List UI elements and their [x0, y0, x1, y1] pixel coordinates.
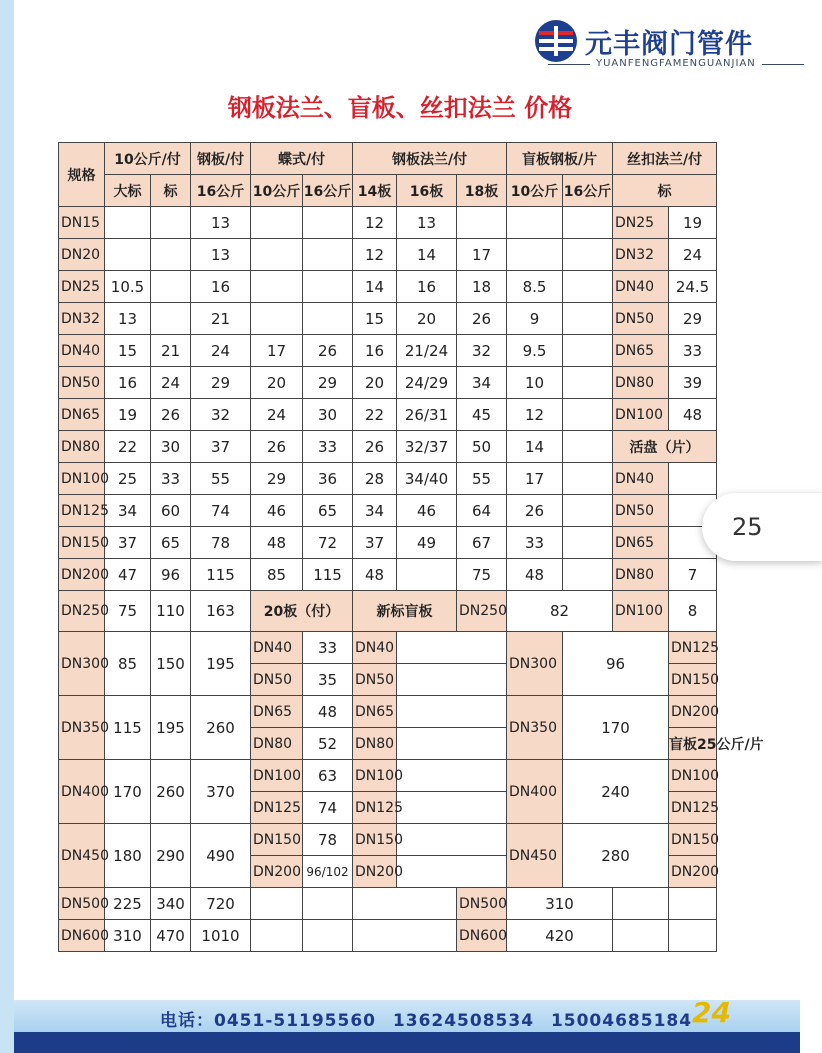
footer-phones: 电话：0451-51195560 13624508534 15004685184 [160, 1011, 693, 1031]
spec-cell: DN25 [613, 207, 669, 239]
table-cell: 74 [303, 792, 353, 824]
table-cell [563, 271, 613, 303]
table-cell [397, 632, 507, 664]
spec-cell: DN100 [59, 463, 105, 495]
table-cell: 48 [251, 527, 303, 559]
header-group: 盲板钢板/片 [507, 143, 613, 175]
table-cell: 37 [105, 527, 151, 559]
table-cell: 33 [507, 527, 563, 559]
table-cell [151, 239, 191, 271]
section-header: 活盘（片） [613, 431, 717, 463]
table-cell: 50 [457, 431, 507, 463]
table-cell: 225 [105, 888, 151, 920]
header-sub: 16公斤 [303, 175, 353, 207]
table-cell: 24.5 [669, 271, 717, 303]
company-logo-icon [533, 18, 579, 64]
spec-cell: DN200 [251, 856, 303, 888]
table-cell: 170 [563, 696, 669, 760]
spec-cell: DN200 [353, 856, 397, 888]
spec-cell: DN25 [59, 271, 105, 303]
table-cell [251, 271, 303, 303]
spec-cell: DN80 [353, 728, 397, 760]
header-sub: 大标 [105, 175, 151, 207]
table-row [59, 303, 717, 335]
table-cell [303, 207, 353, 239]
table-cell: 36 [303, 463, 353, 495]
table-row [59, 335, 717, 367]
table-cell [353, 920, 457, 952]
table-cell: 26 [151, 399, 191, 431]
table-cell: 20 [353, 367, 397, 399]
table-cell [669, 920, 717, 952]
table-cell: 85 [251, 559, 303, 591]
table-row [59, 824, 717, 856]
table-cell: 35 [303, 664, 353, 696]
table-cell: 78 [303, 824, 353, 856]
spec-cell: DN150 [251, 824, 303, 856]
table-row [59, 207, 717, 239]
section-header: 20板（付） [251, 591, 353, 632]
table-cell: 48 [353, 559, 397, 591]
spec-cell: DN50 [59, 367, 105, 399]
table-row [59, 760, 717, 792]
table-cell: 26 [353, 431, 397, 463]
table-cell: 310 [105, 920, 151, 952]
header-sub: 标 [613, 175, 717, 207]
table-cell: 17 [507, 463, 563, 495]
table-cell: 75 [105, 591, 151, 632]
table-cell: 115 [105, 696, 151, 760]
table-cell: 10.5 [105, 271, 151, 303]
table-cell: 22 [353, 399, 397, 431]
table-cell: 470 [151, 920, 191, 952]
spec-cell: DN40 [59, 335, 105, 367]
spec-cell: DN50 [613, 303, 669, 335]
table-cell: 14 [353, 271, 397, 303]
table-cell [251, 920, 303, 952]
table-cell: 10 [507, 367, 563, 399]
table-cell: 20 [251, 367, 303, 399]
table-cell: 490 [191, 824, 251, 888]
table-cell: 82 [507, 591, 613, 632]
table-cell: 310 [507, 888, 613, 920]
table-cell [613, 888, 669, 920]
table-cell: 33 [303, 431, 353, 463]
table-cell: 24/29 [397, 367, 457, 399]
table-cell: 28 [353, 463, 397, 495]
table-cell: 115 [303, 559, 353, 591]
spec-cell: DN32 [59, 303, 105, 335]
section-header: 盲板25公斤/片 [669, 728, 717, 760]
table-row [59, 888, 717, 920]
table-cell [669, 888, 717, 920]
bottom-strip [14, 1032, 800, 1053]
spec-cell: DN15 [59, 207, 105, 239]
table-cell: 280 [563, 824, 669, 888]
table-row [59, 591, 717, 632]
table-cell: 74 [191, 495, 251, 527]
page-number: 24 [692, 996, 731, 1029]
table-cell: 24 [669, 239, 717, 271]
table-cell: 47 [105, 559, 151, 591]
spec-cell: DN200 [669, 696, 717, 728]
table-cell [613, 920, 669, 952]
spec-cell: DN80 [613, 367, 669, 399]
header-row [59, 143, 717, 175]
table-cell: 115 [191, 559, 251, 591]
table-cell: 13 [191, 207, 251, 239]
spec-cell: DN40 [613, 463, 669, 495]
table-cell: 260 [151, 760, 191, 824]
table-cell [563, 335, 613, 367]
spec-cell: DN125 [669, 792, 717, 824]
table-cell [251, 888, 303, 920]
spec-cell: DN150 [669, 824, 717, 856]
table-cell: 32 [457, 335, 507, 367]
table-row [59, 399, 717, 431]
spec-cell: DN65 [613, 527, 669, 559]
table-cell [251, 303, 303, 335]
brand-subtitle: YUANFENGFAMENGUANJIAN [596, 58, 756, 69]
table-cell: 420 [507, 920, 613, 952]
header-sub: 16公斤 [191, 175, 251, 207]
table-cell [303, 888, 353, 920]
table-cell: 19 [105, 399, 151, 431]
table-cell: 39 [669, 367, 717, 399]
header-sub: 16公斤 [563, 175, 613, 207]
table-cell: 96 [563, 632, 669, 696]
spec-cell: DN350 [507, 696, 563, 760]
table-cell: 21 [191, 303, 251, 335]
table-cell: 7 [669, 559, 717, 591]
table-cell: 21 [151, 335, 191, 367]
spec-cell: DN450 [507, 824, 563, 888]
table-cell [563, 303, 613, 335]
table-cell [563, 431, 613, 463]
spec-cell: DN80 [613, 559, 669, 591]
table-cell: 17 [457, 239, 507, 271]
table-cell: 16 [397, 271, 457, 303]
table-cell [303, 920, 353, 952]
spec-cell: DN150 [59, 527, 105, 559]
table-cell: 15 [105, 335, 151, 367]
spec-cell: DN300 [507, 632, 563, 696]
table-cell [397, 792, 507, 824]
spec-cell: DN20 [59, 239, 105, 271]
table-cell: 170 [105, 760, 151, 824]
table-cell [457, 207, 507, 239]
table-cell: 9 [507, 303, 563, 335]
spec-cell: DN250 [59, 591, 105, 632]
table-cell: 45 [457, 399, 507, 431]
table-cell: 370 [191, 760, 251, 824]
price-table [58, 142, 764, 952]
table-cell: 32/37 [397, 431, 457, 463]
spec-cell: DN50 [353, 664, 397, 696]
header-sub: 14板 [353, 175, 397, 207]
table-cell [669, 463, 717, 495]
spec-cell: DN65 [613, 335, 669, 367]
spec-cell: DN450 [59, 824, 105, 888]
table-cell [151, 271, 191, 303]
table-cell: 22 [105, 431, 151, 463]
section-header: 新标盲板 [353, 591, 457, 632]
table-row [59, 239, 717, 271]
table-cell: 67 [457, 527, 507, 559]
table-cell: 29 [251, 463, 303, 495]
table-cell: 33 [669, 335, 717, 367]
table-cell: 1010 [191, 920, 251, 952]
table-cell: 34 [457, 367, 507, 399]
table-row [59, 632, 717, 664]
table-cell [303, 303, 353, 335]
table-cell: 37 [353, 527, 397, 559]
table-cell: 14 [507, 431, 563, 463]
spec-cell: DN40 [353, 632, 397, 664]
table-cell: 14 [397, 239, 457, 271]
table-cell: 33 [303, 632, 353, 664]
table-cell: 60 [151, 495, 191, 527]
page-title: 钢板法兰、盲板、丝扣法兰 价格 [227, 94, 573, 122]
table-cell: 46 [397, 495, 457, 527]
table-row [59, 527, 717, 559]
table-cell: 9.5 [507, 335, 563, 367]
table-row [59, 431, 717, 463]
table-row [59, 559, 717, 591]
table-cell: 16 [105, 367, 151, 399]
table-cell: 63 [303, 760, 353, 792]
table-cell: 26 [303, 335, 353, 367]
table-cell: 19 [669, 207, 717, 239]
header-sub: 18板 [457, 175, 507, 207]
spec-cell: DN125 [251, 792, 303, 824]
table-cell: 29 [191, 367, 251, 399]
table-cell [397, 824, 507, 856]
table-row [59, 463, 717, 495]
table-cell: 18 [457, 271, 507, 303]
left-edge-bar [0, 0, 14, 1053]
header-spec: 规格 [59, 143, 105, 207]
table-cell: 8 [669, 591, 717, 632]
table-cell [151, 303, 191, 335]
table-cell: 29 [303, 367, 353, 399]
table-cell: 15 [353, 303, 397, 335]
table-cell: 195 [151, 696, 191, 760]
table-cell [397, 728, 507, 760]
spec-cell: DN80 [251, 728, 303, 760]
spec-cell: DN100 [613, 591, 669, 632]
header-sub: 10公斤 [507, 175, 563, 207]
spec-cell: DN40 [613, 271, 669, 303]
table-row [59, 271, 717, 303]
table-cell: 13 [397, 207, 457, 239]
table-cell [251, 207, 303, 239]
spec-cell: DN125 [59, 495, 105, 527]
table-cell [397, 559, 457, 591]
header-sub: 10公斤 [251, 175, 303, 207]
spec-cell: DN65 [251, 696, 303, 728]
spec-cell: DN100 [613, 399, 669, 431]
table-cell: 24 [191, 335, 251, 367]
table-cell: 12 [353, 239, 397, 271]
table-cell: 24 [251, 399, 303, 431]
table-cell: 96 [151, 559, 191, 591]
table-cell: 21/24 [397, 335, 457, 367]
spec-cell: DN100 [669, 760, 717, 792]
table-cell [563, 399, 613, 431]
table-cell [105, 239, 151, 271]
table-cell: 16 [191, 271, 251, 303]
table-cell [563, 495, 613, 527]
spec-cell: DN80 [59, 431, 105, 463]
table-cell: 240 [563, 760, 669, 824]
table-cell: 48 [669, 399, 717, 431]
spec-cell: DN100 [251, 760, 303, 792]
table-row [59, 495, 717, 527]
table-cell: 260 [191, 696, 251, 760]
table-cell [563, 207, 613, 239]
spec-cell: DN200 [669, 856, 717, 888]
table-cell: 25 [105, 463, 151, 495]
spec-cell: DN600 [59, 920, 105, 952]
table-cell [353, 888, 457, 920]
brand-name: 元丰阀门管件 [585, 29, 753, 60]
table-cell [507, 239, 563, 271]
table-cell: 34 [105, 495, 151, 527]
table-cell [397, 760, 507, 792]
table-cell: 34 [353, 495, 397, 527]
spec-cell: DN125 [353, 792, 397, 824]
spec-cell: DN32 [613, 239, 669, 271]
table-cell: 13 [191, 239, 251, 271]
table-cell: 55 [191, 463, 251, 495]
spec-cell: DN40 [251, 632, 303, 664]
table-cell: 49 [397, 527, 457, 559]
header-group: 蝶式/付 [251, 143, 353, 175]
table-cell: 20 [397, 303, 457, 335]
table-cell: 85 [105, 632, 151, 696]
table-cell [105, 207, 151, 239]
table-cell [303, 271, 353, 303]
table-cell: 163 [191, 591, 251, 632]
table-cell: 65 [151, 527, 191, 559]
table-cell: 180 [105, 824, 151, 888]
table-row [59, 367, 717, 399]
spec-cell: DN100 [353, 760, 397, 792]
table-cell: 110 [151, 591, 191, 632]
page-tab-label: 25 [732, 513, 763, 541]
table-cell: 48 [303, 696, 353, 728]
table-cell [563, 239, 613, 271]
table-cell: 30 [303, 399, 353, 431]
table-cell: 96/102 [303, 856, 353, 888]
spec-cell: DN150 [669, 664, 717, 696]
table-cell: 46 [251, 495, 303, 527]
table-cell [251, 239, 303, 271]
spec-cell: DN65 [353, 696, 397, 728]
table-cell: 55 [457, 463, 507, 495]
spec-cell: DN50 [613, 495, 669, 527]
table-cell: 12 [507, 399, 563, 431]
table-cell: 32 [191, 399, 251, 431]
table-cell [563, 559, 613, 591]
spec-cell: DN500 [59, 888, 105, 920]
table-cell [563, 367, 613, 399]
table-cell [303, 239, 353, 271]
table-cell: 290 [151, 824, 191, 888]
header-sub: 标 [151, 175, 191, 207]
table-cell: 75 [457, 559, 507, 591]
table-cell [507, 207, 563, 239]
table-cell [397, 856, 507, 888]
table-cell: 195 [191, 632, 251, 696]
spec-cell: DN200 [59, 559, 105, 591]
table-cell: 48 [507, 559, 563, 591]
table-cell: 65 [303, 495, 353, 527]
spec-cell: DN65 [59, 399, 105, 431]
spec-cell: DN125 [669, 632, 717, 664]
table-cell: 150 [151, 632, 191, 696]
table-cell: 34/40 [397, 463, 457, 495]
table-cell: 8.5 [507, 271, 563, 303]
header-group: 钢板法兰/付 [353, 143, 507, 175]
header-sub: 16板 [397, 175, 457, 207]
table-cell: 64 [457, 495, 507, 527]
spec-cell: DN600 [457, 920, 507, 952]
table-cell: 13 [105, 303, 151, 335]
table-row [59, 920, 717, 952]
table-cell: 30 [151, 431, 191, 463]
table-cell: 37 [191, 431, 251, 463]
table-cell: 26 [507, 495, 563, 527]
table-cell: 29 [669, 303, 717, 335]
table-cell: 72 [303, 527, 353, 559]
table-cell: 720 [191, 888, 251, 920]
table-cell [563, 527, 613, 559]
table-cell: 26/31 [397, 399, 457, 431]
table-cell [563, 463, 613, 495]
header-group: 10公斤/付 [105, 143, 191, 175]
table-cell [397, 664, 507, 696]
header-group: 丝扣法兰/付 [613, 143, 717, 175]
table-cell: 33 [151, 463, 191, 495]
spec-cell: DN250 [457, 591, 507, 632]
table-cell [397, 696, 507, 728]
spec-cell: DN400 [59, 760, 105, 824]
header-row [59, 175, 717, 207]
header-group: 钢板/付 [191, 143, 251, 175]
table-row [59, 696, 717, 728]
page-tab-button[interactable] [702, 493, 822, 561]
spec-cell: DN400 [507, 760, 563, 824]
table-cell: 78 [191, 527, 251, 559]
table-cell: 24 [151, 367, 191, 399]
table-cell: 12 [353, 207, 397, 239]
table-cell: 17 [251, 335, 303, 367]
spec-cell: DN300 [59, 632, 105, 696]
table-cell: 52 [303, 728, 353, 760]
table-cell: 340 [151, 888, 191, 920]
table-cell: 26 [251, 431, 303, 463]
spec-cell: DN150 [353, 824, 397, 856]
table-cell: 26 [457, 303, 507, 335]
table-cell: 16 [353, 335, 397, 367]
table-cell [151, 207, 191, 239]
spec-cell: DN500 [457, 888, 507, 920]
spec-cell: DN350 [59, 696, 105, 760]
spec-cell: DN50 [251, 664, 303, 696]
